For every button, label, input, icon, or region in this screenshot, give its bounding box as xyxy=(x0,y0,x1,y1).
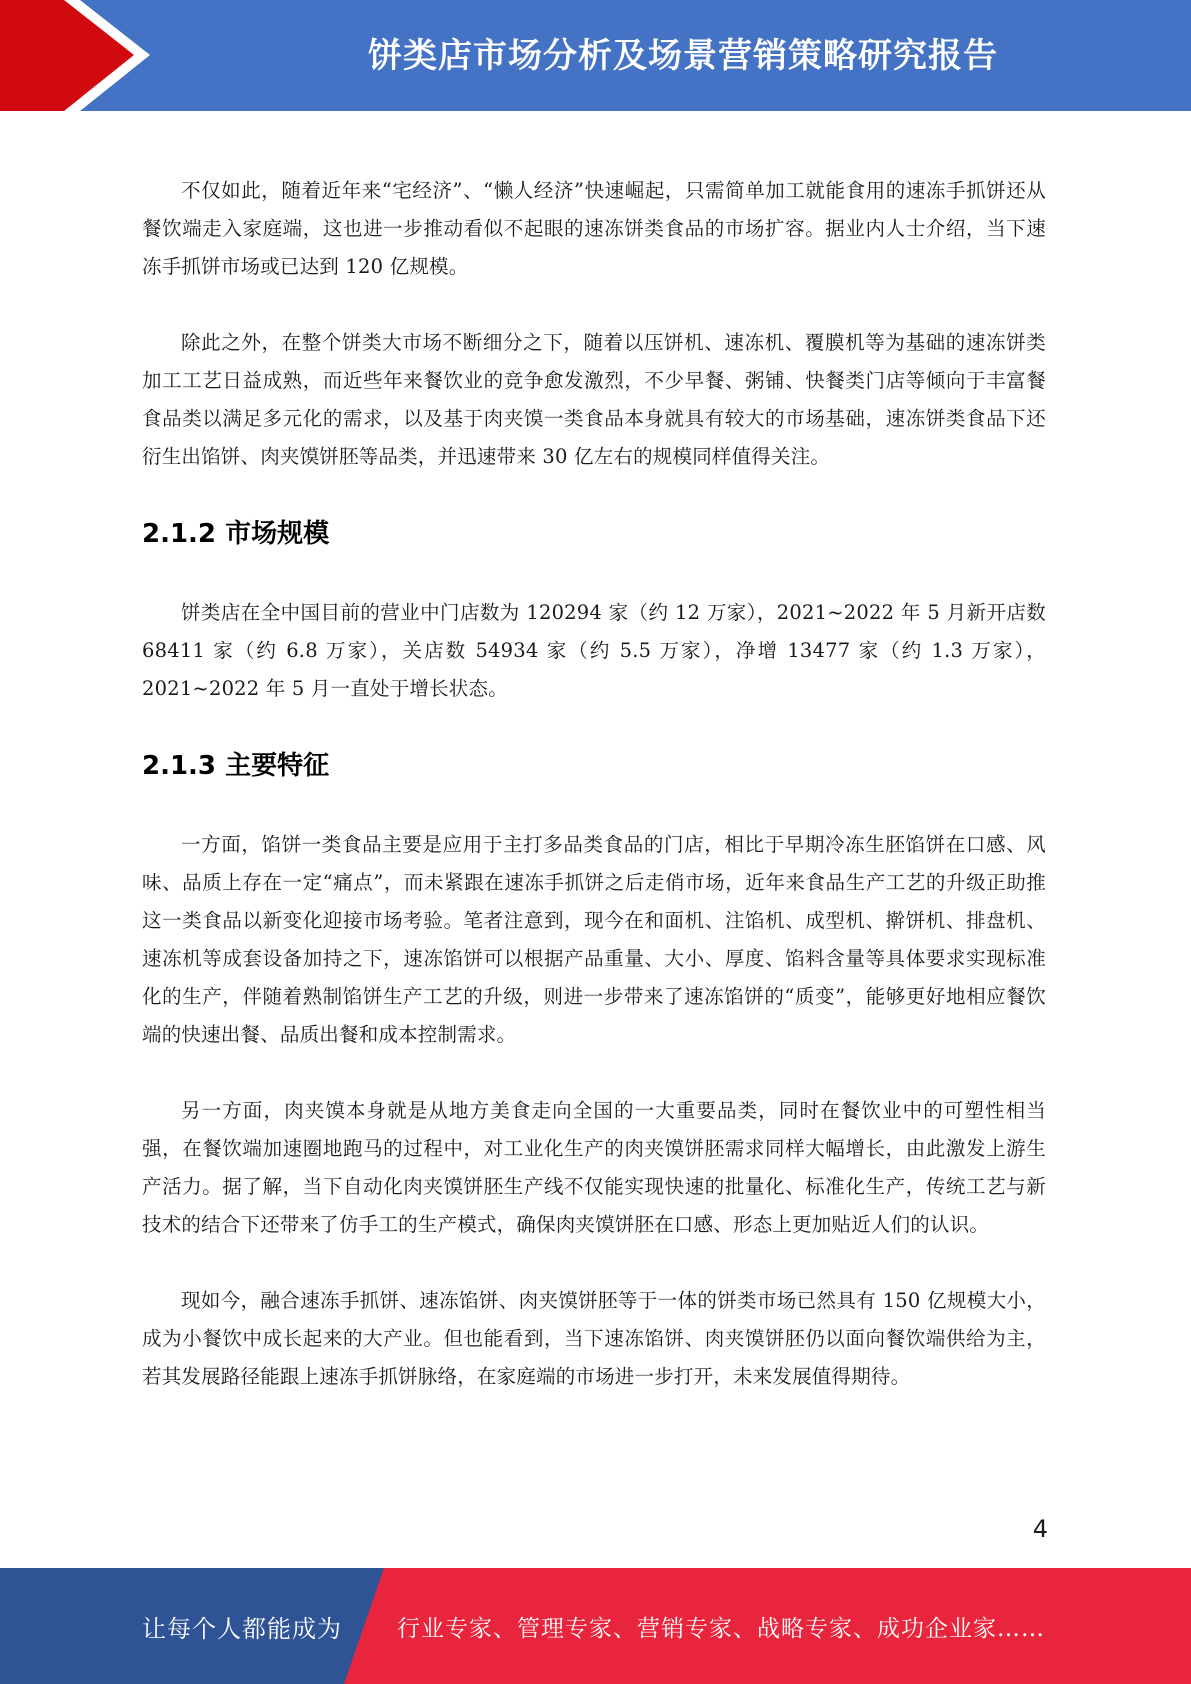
footer-slogan-left: 让每个人都能成为 xyxy=(142,1614,342,1643)
paragraph-roujiamo-features: 另一方面，肉夹馍本身就是从地方美食走向全国的一大重要品类，同时在餐饮业中的可塑性相当强，在餐饮端加速圈地跑马的过程中，对工业化生产的肉夹馍饼胚需求同样大幅增长，由此激发上游生产活力。据了解，当下自动化肉夹馍饼胚生产线不仅能实现快速的批量化、标准化生产，传统工艺与新技术的结合下还带来了仿手工的生产模式，确保肉夹馍饼胚在口感、形态上更加贴近人们的认识。 xyxy=(142,1099,1046,1236)
paragraph-pie-features: 一方面，馅饼一类食品主要是应用于主打多品类食品的门店，相比于早期冷冻生胚馅饼在口感、风味、品质上存在一定“痛点”，而未紧跟在速冻手抓饼之后走俏市场，近年来食品生产工艺的升级正助推这一类食品以新变化迎接市场考验。笔者注意到，现今在和面机、注馅机、成型机、擀饼机、排盘机、速冻机等成套设备加持之下，速冻馅饼可以根据产品重量、大小、厚度、馅料含量等具体要求实现标准化的生产，伴随着熟制馅饼生产工艺的升级，则进一步带来了速冻馅饼的“质变”，能够更好地相应餐饮端的快速出餐、品质出餐和成本控制需求。 xyxy=(142,833,1046,1046)
page-number: 4 xyxy=(1032,1515,1048,1543)
section-heading-market-size: 2.1.2 市场规模 xyxy=(142,519,330,549)
page-footer xyxy=(0,1568,1191,1684)
header-arrow-decoration xyxy=(0,0,160,111)
paragraph-store-counts: 饼类店在全中国目前的营业中门店数为 120294 家（约 12 万家），2021~2022 年 5 月新开店数 68411 家（约 6.8 万家），关店数 54934 家（约 5.5 万家），净增 13477 家（约 1.3 万家），2021~2022 年 5 月一直处于增长状态。 xyxy=(142,601,1046,700)
document-body xyxy=(142,172,1046,1396)
paragraph-derived-categories: 除此之外，在整个饼类大市场不断细分之下，随着以压饼机、速冻机、覆膜机等为基础的速冻饼类加工工艺日益成熟，而近些年来餐饮业的竞争愈发激烈，不少早餐、粥铺、快餐类门店等倾向于丰富餐食品类以满足多元化的需求，以及基于肉夹馍一类食品本身就具有较大的市场基础，速冻饼类食品下还衍生出馅饼、肉夹馍饼胚等品类，并迅速带来 30 亿左右的规模同样值得关注。 xyxy=(142,331,1046,468)
paragraph-market-outlook: 现如今，融合速冻手抓饼、速冻馅饼、肉夹馍饼胚等于一体的饼类市场已然具有 150 亿规模大小，成为小餐饮中成长起来的大产业。但也能看到，当下速冻馅饼、肉夹馍饼胚仍以面向餐饮端供给为主，若其发展路径能跟上速冻手抓饼脉络，在家庭端的市场进一步打开，未来发展值得期待。 xyxy=(142,1289,1046,1388)
document-title: 饼类店市场分析及场景营销策略研究报告 xyxy=(368,35,998,76)
footer-slogan-right: 行业专家、管理专家、营销专家、战略专家、成功企业家…… xyxy=(397,1615,1045,1642)
paragraph-home-market: 不仅如此，随着近年来“宅经济”、“懒人经济”快速崛起，只需简单加工就能食用的速冻手抓饼还从餐饮端走入家庭端，这也进一步推动看似不起眼的速冻饼类食品的市场扩容。据业内人士介绍，当下速冻手抓饼市场或已达到 120 亿规模。 xyxy=(142,179,1046,278)
section-heading-main-features: 2.1.3 主要特征 xyxy=(142,751,330,781)
page-header xyxy=(0,0,1191,111)
header-red-chevron xyxy=(0,0,134,111)
